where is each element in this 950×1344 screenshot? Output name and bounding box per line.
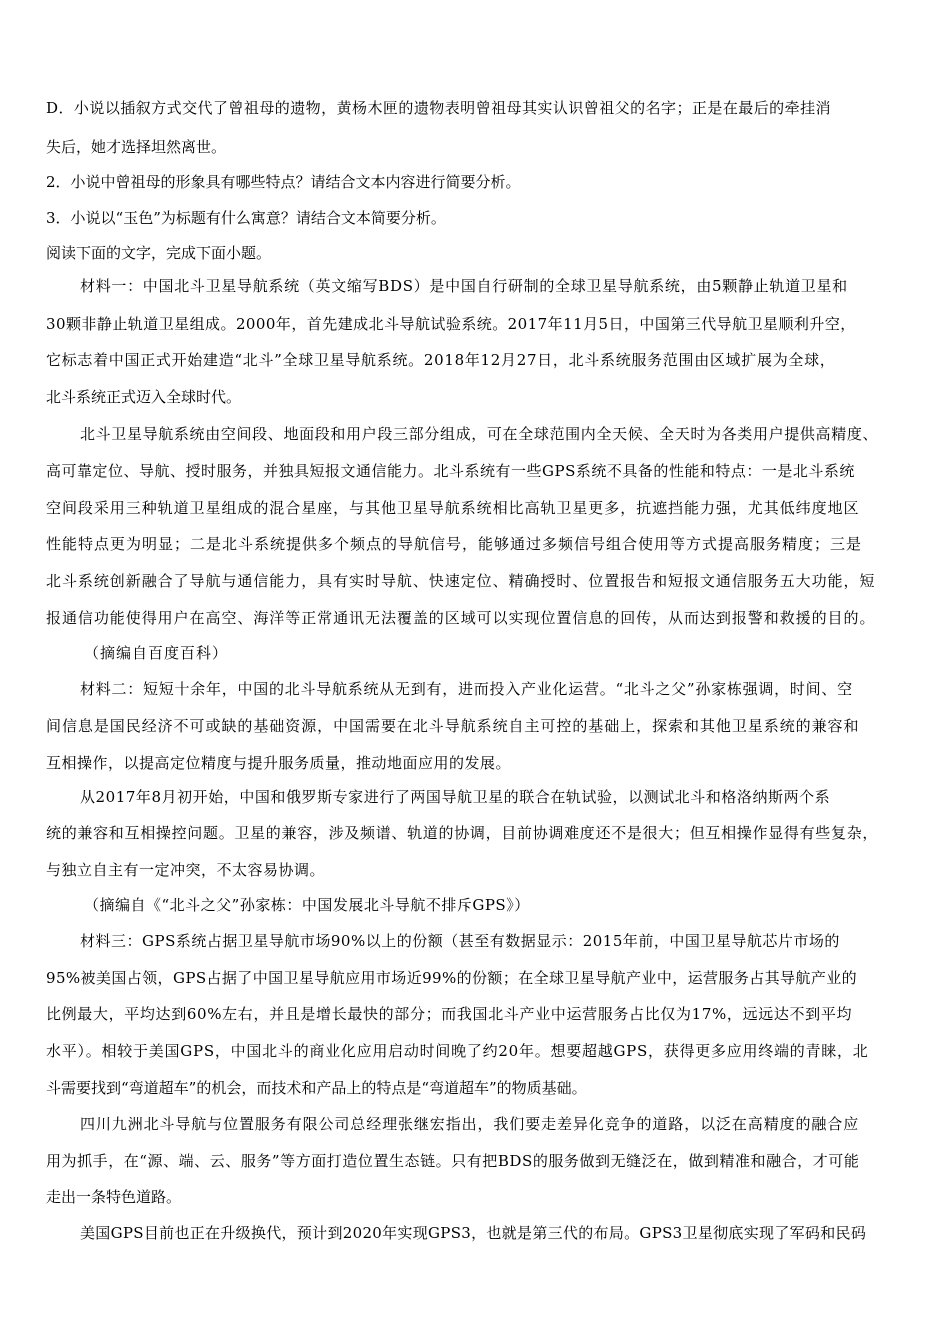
reading-instruction: 阅读下面的文字，完成下面小题。 [46, 244, 272, 262]
paragraph-2-line-3: 与独立自主有一定冲突，不太容易协调。 [46, 861, 326, 879]
paragraph-3-line-1: 四川九洲北斗导航与位置服务有限公司总经理张继宏指出，我们要走差异化竞争的道路，以泛在高精度的融合应 [80, 1115, 860, 1133]
option-d-line-1: D．小说以插叙方式交代了曾祖母的遗物，黄杨木匣的遗物表明曾祖母其实认识曾祖父的名字；正是在最后的牵挂消 [46, 99, 831, 117]
paragraph-4-line-1: 美国GPS目前也正在升级换代，预计到2020年实现GPS3，也就是第三代的布局。GPS3卫星彻底实现了军码和民码 [80, 1224, 867, 1242]
paragraph-2-line-2: 统的兼容和互相操控问题。卫星的兼容，涉及频谱、轨道的协调，目前协调难度还不是很大；但互相操作显得有些复杂， [46, 824, 879, 842]
question-3: 3．小说以“玉色”为标题有什么寓意？请结合文本简要分析。 [46, 209, 446, 227]
material-1-line-4: 北斗系统正式迈入全球时代。 [46, 388, 242, 406]
material-2-line-3: 互相操作，以提高定位精度与提升服务质量，推动地面应用的发展。 [46, 754, 512, 772]
paragraph-3-line-2: 用为抓手，在“源、端、云、服务”等方面打造位置生态链。只有把BDS的服务做到无缝泛在，做到精准和融合，才可能 [46, 1152, 860, 1170]
source-note-1: （摘编自百度百科） [84, 644, 229, 662]
question-2: 2．小说中曾祖母的形象具有哪些特点？请结合文本内容进行简要分析。 [46, 173, 521, 191]
source-note-2: （摘编自《“北斗之父”孙家栋：中国发展北斗导航不排斥GPS》） [84, 896, 530, 914]
paragraph-line-3: 空间段采用三种轨道卫星组成的混合星座，与其他卫星导航系统相比高轨卫星更多，抗遮挡能力强，尤其低纬度地区 [46, 499, 860, 517]
material-2-line-2: 间信息是国民经济不可或缺的基础资源，中国需要在北斗导航系统自主可控的基础上，探索和其他卫星系统的兼容和 [46, 717, 860, 735]
paragraph-line-1: 北斗卫星导航系统由空间段、地面段和用户段三部分组成，可在全球范围内全天候、全天时为各类用户提供高精度、 [80, 425, 879, 443]
material-2-line-1: 材料二：短短十余年，中国的北斗导航系统从无到有，进而投入产业化运营。“北斗之父”孙家栋强调，时间、空 [80, 680, 853, 698]
option-d-line-2: 失后，她才选择坦然离世。 [46, 138, 227, 156]
material-3-line-2: 95%被美国占领，GPS占据了中国卫星导航应用市场近99%的份额；在全球卫星导航产业中，运营服务占其导航产业的 [46, 969, 858, 987]
material-3-line-3: 比例最大，平均达到60%左右，并且是增长最快的部分；而我国北斗产业中运营服务占比仅为17%，远远达不到平均 [46, 1005, 853, 1023]
paragraph-line-2: 高可靠定位、导航、授时服务，并独具短报文通信能力。北斗系统有一些GPS系统不具备的性能和特点：一是北斗系统 [46, 462, 855, 480]
material-1-line-2: 30颗非静止轨道卫星组成。2000年，首先建成北斗导航试验系统。2017年11月5日，中国第三代导航卫星顺利升空， [46, 315, 856, 333]
material-1-line-3: 它标志着中国正式开始建造“北斗”全球卫星导航系统。2018年12月27日，北斗系统服务范围由区域扩展为全球， [46, 351, 836, 369]
paragraph-line-6: 报通信功能使得用户在高空、海洋等正常通讯无法覆盖的区域可以实现位置信息的回传，从而达到报警和救援的目的。 [46, 609, 876, 627]
material-3-line-1: 材料三：GPS系统占据卫星导航市场90%以上的份额（甚至有数据显示：2015年前，中国卫星导航芯片市场的 [80, 932, 840, 950]
material-3-line-5: 斗需要找到“弯道超车”的机会，而技术和产品上的特点是“弯道超车”的物质基础。 [46, 1079, 587, 1097]
paragraph-2-line-1: 从2017年8月初开始，中国和俄罗斯专家进行了两国导航卫星的联合在轨试验，以测试北斗和格洛纳斯两个系 [80, 788, 831, 806]
paragraph-3-line-3: 走出一条特色道路。 [46, 1188, 182, 1206]
material-3-line-4: 水平）。相较于美国GPS，中国北斗的商业化应用启动时间晚了约20年。想要超越GPS，获得更多应用终端的青睐，北 [46, 1042, 869, 1060]
paragraph-line-4: 性能特点更为明显；二是北斗系统提供多个频点的导航信号，能够通过多频信号组合使用等方式提高服务精度；三是 [46, 535, 863, 553]
paragraph-line-5: 北斗系统创新融合了导航与通信能力，具有实时导航、快速定位、精确授时、位置报告和短报文通信服务五大功能，短 [46, 572, 876, 590]
material-1-line-1: 材料一：中国北斗卫星导航系统（英文缩写BDS）是中国自行研制的全球卫星导航系统，由5颗静止轨道卫星和 [80, 277, 848, 295]
